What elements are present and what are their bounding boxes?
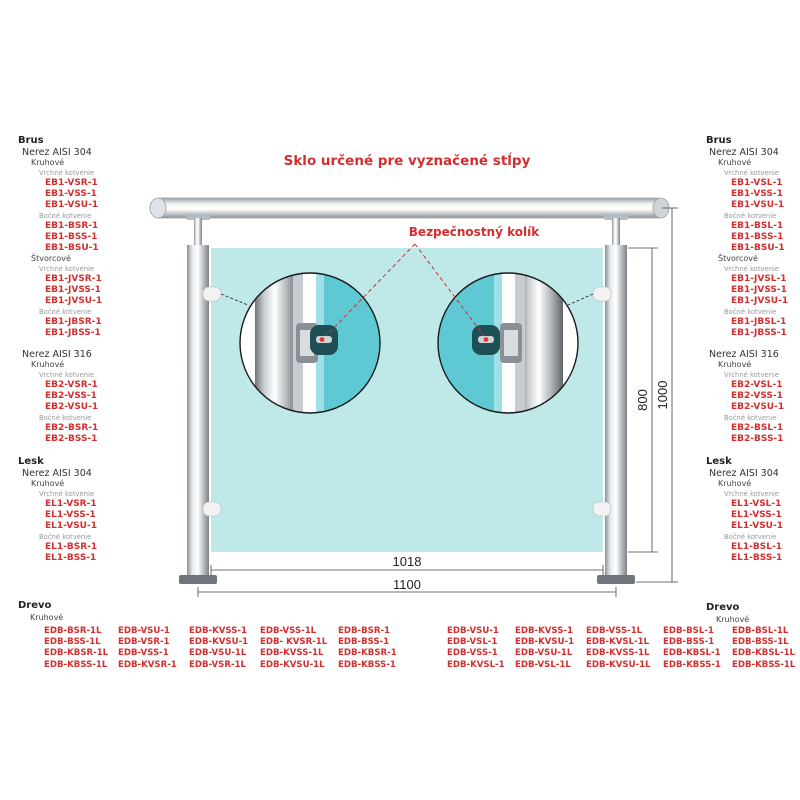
code-item: EL1-VSU-1 — [731, 521, 783, 531]
code-item: EB1-VSS-1 — [731, 189, 783, 199]
code-item: EDB-VSS-1 — [447, 648, 498, 659]
code-item: EDB-BSL-1L — [732, 626, 789, 636]
left-brus-material: Nerez AISI 304 — [22, 147, 92, 158]
code-item: EDB-KBSR-1 — [338, 648, 397, 659]
code-item: EB1-JBSS-1 — [45, 328, 101, 338]
code-item: EL1-VSS-1 — [731, 510, 782, 520]
code-item: EDB-KBSS-1L — [44, 659, 108, 670]
drevo-left-col-3 — [189, 626, 248, 671]
code-item: EDB-VSS-1L — [586, 626, 643, 636]
code-item: EB2-BSR-1 — [45, 423, 99, 433]
code-item: EDB-KBSS-1 — [338, 659, 396, 670]
right-lesk-heading: Lesk — [706, 456, 732, 467]
right-lesk-material: Nerez AISI 304 — [709, 468, 779, 479]
right-316-vrchne-label: Vrchné kotvenie — [724, 371, 780, 379]
drevo-right-col-5 — [732, 626, 795, 671]
left-brus-heading: Brus — [18, 135, 44, 146]
code-item: EB1-VSU-1 — [731, 200, 785, 210]
callout-label: Bezpečnostný kolík — [408, 225, 540, 239]
code-item: EDB-VSR-1L — [189, 659, 246, 670]
code-item: EDB-BSR-1L — [44, 626, 102, 636]
code-item: EB1-BSS-1 — [731, 232, 784, 242]
left-brus-vrchne2-label: Vrchné kotvenie — [39, 265, 95, 273]
detail-circle-left — [240, 273, 380, 413]
code-item: EB2-VSR-1 — [45, 380, 98, 390]
code-item: EDB-KVSU-1L — [260, 659, 325, 670]
code-item: EDB-BSS-1L — [732, 637, 789, 648]
code-item: EB1-VSR-1 — [45, 178, 98, 188]
right-brus-vrchne2-label: Vrchné kotvenie — [724, 265, 780, 273]
code-item: EB1-JVSL-1 — [731, 274, 787, 284]
code-item: EDB-KBSS-1 — [663, 659, 721, 670]
code-item: EB2-BSL-1 — [731, 423, 784, 433]
drevo-left-col-5 — [338, 626, 397, 671]
code-item: EB2-BSS-1 — [45, 434, 98, 444]
right-316-heading: Nerez AISI 316 — [709, 349, 779, 360]
code-item: EDB-KBSL-1L — [732, 648, 796, 659]
left-lesk-vrchne-label: Vrchné kotvenie — [39, 490, 95, 498]
right-brus-stvorcove: Štvorcové — [718, 254, 758, 263]
code-item: EDB-VSR-1 — [118, 637, 170, 648]
code-item: EB1-VSS-1 — [45, 189, 97, 199]
left-brus-stvorcove: Štvorcové — [31, 254, 71, 263]
right-brus-bocne-label: Bočné kotvenie — [724, 212, 777, 220]
code-item: EDB-BSS-1 — [338, 637, 390, 648]
code-item: EB1-JVSU-1 — [731, 296, 789, 306]
left-316-kruhove: Kruhové — [31, 360, 65, 369]
code-item: EL1-BSS-1 — [731, 553, 783, 563]
code-item: EDB-KVSL-1L — [586, 637, 650, 648]
code-item: EDB-VSU-1L — [515, 648, 573, 659]
drevo-right-col-1 — [447, 626, 505, 671]
top-handrail — [150, 198, 669, 218]
dim-glass-height-label: 800 — [635, 389, 650, 411]
code-item: EDB-KVSR-1 — [118, 659, 177, 670]
code-item: EDB-KVSS-1 — [515, 626, 573, 636]
code-item: EDB-VSS-1L — [260, 626, 317, 636]
code-item: EDB- KVSR-1L — [260, 637, 328, 648]
code-item: EB1-BSS-1 — [45, 232, 98, 242]
code-item: EL1-VSU-1 — [45, 521, 97, 531]
dim-glass-width-label: 1018 — [392, 554, 422, 569]
right-brus-vrchne-label: Vrchné kotvenie — [724, 169, 780, 177]
drevo-left-kruhove: Kruhové — [30, 613, 64, 622]
code-item: EB2-VSS-1 — [45, 391, 97, 401]
code-item: EDB-KVSU-1 — [189, 637, 249, 648]
code-item: EDB-KBSS-1L — [732, 659, 796, 670]
drevo-right-heading: Drevo — [706, 602, 740, 613]
code-item: EDB-KVSU-1 — [515, 637, 575, 648]
left-lesk-bocne-label: Bočné kotvenie — [39, 533, 92, 541]
right-brus-material: Nerez AISI 304 — [709, 147, 779, 158]
code-item: EB2-VSS-1 — [731, 391, 783, 401]
drevo-left-col-1 — [44, 626, 108, 671]
right-code-column — [706, 135, 798, 564]
code-item: EDB-VSL-1 — [447, 637, 498, 648]
dim-railing-width-label: 1100 — [393, 577, 421, 592]
diagram-title: Sklo určené pre vyznačené stĺpy — [283, 153, 531, 169]
code-item: EDB-VSL-1L — [515, 659, 571, 670]
right-brus-heading: Brus — [706, 135, 732, 146]
right-316-bocne-label: Bočné kotvenie — [724, 414, 777, 422]
left-lesk-kruhove: Kruhové — [31, 479, 65, 488]
right-lesk-kruhove: Kruhové — [718, 479, 752, 488]
left-code-column — [18, 135, 148, 564]
code-item: EB2-VSL-1 — [731, 380, 783, 390]
drevo-right-kruhove: Kruhové — [716, 615, 750, 624]
code-item: EB1-BSR-1 — [45, 221, 99, 231]
code-item: EDB-VSU-1L — [189, 648, 247, 659]
code-item: EDB-KVSS-1L — [260, 648, 324, 659]
right-316-kruhove: Kruhové — [718, 360, 752, 369]
drevo-left-col-4 — [260, 626, 327, 671]
code-item: EL1-BSL-1 — [731, 542, 782, 552]
code-item: EDB-VSU-1 — [118, 626, 170, 636]
code-item: EB1-JBSL-1 — [731, 317, 787, 327]
code-item: EDB-VSU-1 — [447, 626, 499, 636]
code-item: EB1-BSU-1 — [45, 243, 99, 253]
code-item: EB1-VSL-1 — [731, 178, 783, 188]
right-brus-kruhove: Kruhové — [718, 158, 752, 167]
code-item: EB1-JBSR-1 — [45, 317, 102, 327]
left-316-heading: Nerez AISI 316 — [22, 349, 92, 360]
code-item: EDB-VSS-1 — [118, 648, 169, 659]
code-item: EB2-VSU-1 — [731, 402, 785, 412]
right-lesk-vrchne-label: Vrchné kotvenie — [724, 490, 780, 498]
left-316-bocne-label: Bočné kotvenie — [39, 414, 92, 422]
code-item: EB1-BSL-1 — [731, 221, 784, 231]
detail-circle-right — [438, 273, 578, 413]
left-brus-kruhove: Kruhové — [31, 158, 65, 167]
left-brus-vrchne-label: Vrchné kotvenie — [39, 169, 95, 177]
drevo-left-col-2 — [118, 626, 177, 671]
code-item: EL1-BSS-1 — [45, 553, 97, 563]
code-item: EL1-VSL-1 — [731, 499, 782, 509]
code-item: EDB-KVSS-1 — [189, 626, 247, 636]
code-item: EDB-BSS-1 — [663, 637, 715, 648]
left-lesk-heading: Lesk — [18, 456, 44, 467]
code-item: EB1-JBSS-1 — [731, 328, 787, 338]
drevo-right-col-3 — [586, 626, 651, 671]
drevo-right-col-4 — [663, 626, 721, 671]
left-316-vrchne-label: Vrchné kotvenie — [39, 371, 95, 379]
code-item: EB1-VSU-1 — [45, 200, 99, 210]
code-item: EB1-JVSR-1 — [45, 274, 102, 284]
code-item: EDB-KBSL-1 — [663, 648, 721, 659]
code-item: EDB-BSS-1L — [44, 637, 101, 648]
code-item: EDB-KBSR-1L — [44, 648, 109, 659]
code-item: EB2-VSU-1 — [45, 402, 99, 412]
code-item: EB2-BSS-1 — [731, 434, 784, 444]
code-item: EDB-BSR-1 — [338, 626, 391, 636]
code-item: EDB-BSL-1 — [663, 626, 714, 636]
code-item: EDB-KVSU-1L — [586, 659, 651, 670]
code-item: EDB-KVSS-1L — [586, 648, 650, 659]
left-lesk-material: Nerez AISI 304 — [22, 468, 92, 479]
code-item: EB1-BSU-1 — [731, 243, 785, 253]
drevo-right-col-2 — [515, 626, 574, 671]
drevo-left-heading: Drevo — [18, 600, 52, 611]
code-item: EL1-VSS-1 — [45, 510, 96, 520]
code-item: EB1-JVSU-1 — [45, 296, 103, 306]
dim-railing-height-label: 1000 — [655, 380, 670, 410]
right-lesk-bocne-label: Bočné kotvenie — [724, 533, 777, 541]
left-brus-bocne-label: Bočné kotvenie — [39, 212, 92, 220]
code-item: EB1-JVSS-1 — [45, 285, 101, 295]
code-item: EB1-JVSS-1 — [731, 285, 787, 295]
code-item: EL1-VSR-1 — [45, 499, 97, 509]
code-item: EL1-BSR-1 — [45, 542, 98, 552]
left-brus-bocne2-label: Bočné kotvenie — [39, 308, 92, 316]
code-item: EDB-KVSL-1 — [447, 659, 505, 670]
right-brus-bocne2-label: Bočné kotvenie — [724, 308, 777, 316]
